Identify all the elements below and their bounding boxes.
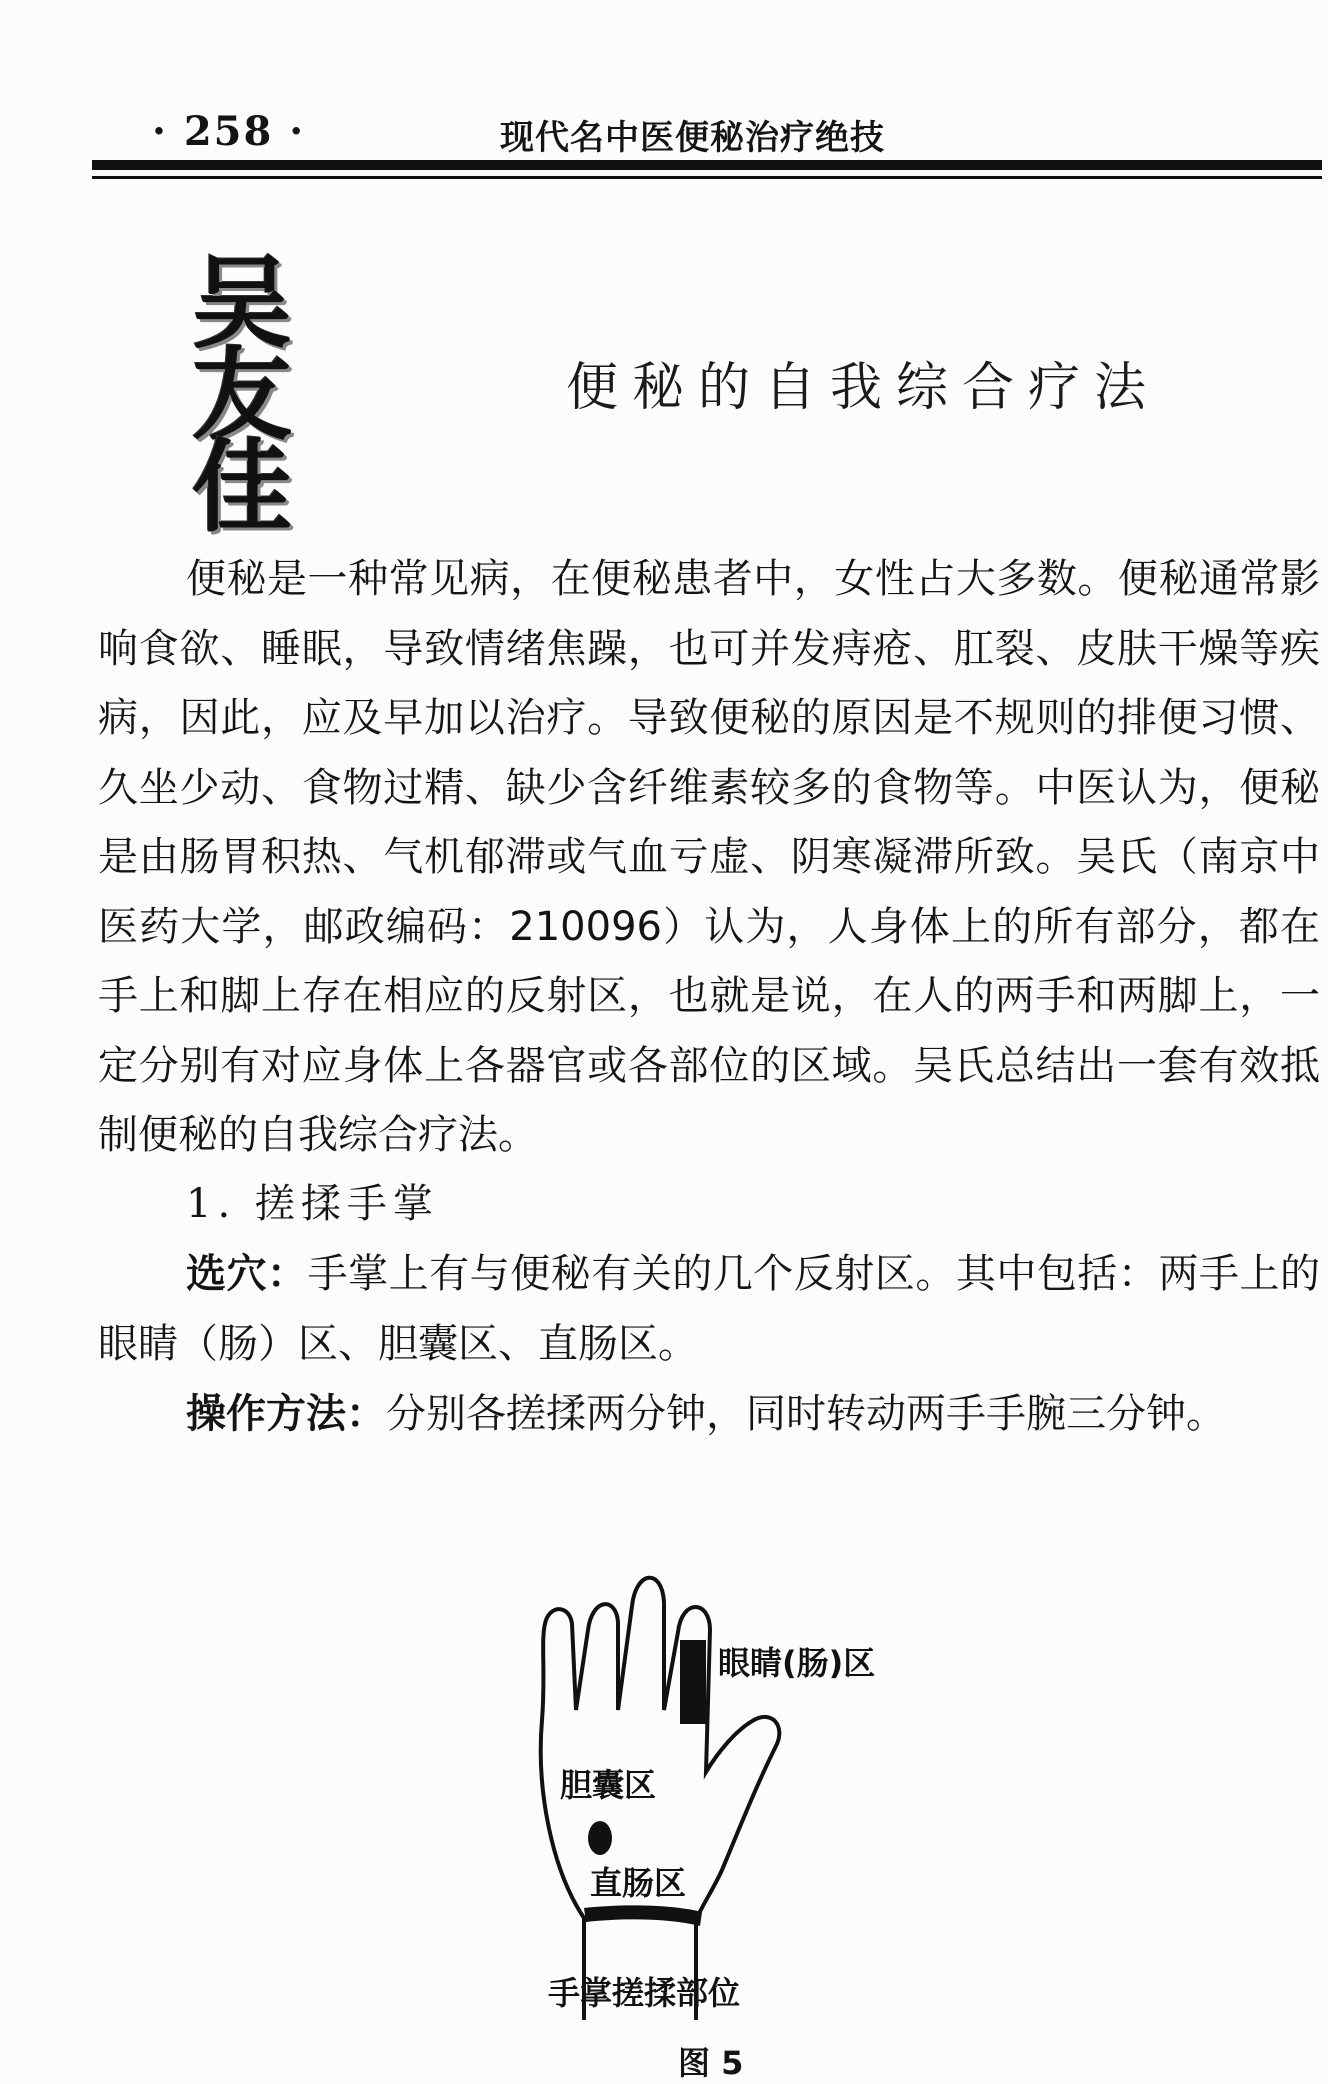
header-rule-thin: [92, 176, 1322, 179]
intro-paragraph: 便秘是一种常见病，在便秘患者中，女性占大多数。便秘通常影响食欲、睡眠，导致情绪焦躁，也可并发痔疮、肛裂、皮肤干燥等疾病，因此，应及早加以治疗。导致便秘的原因是不规则的排便习惯、久坐少动、食物过精、缺少含纤维素较多的食物等。中医认为，便秘是由肠胃积热、气机郁滞或气血亏虚、阴寒凝滞所致。吴氏（南京中医药大学，邮政编码：210096）认为，人身体上的所有部分，都在手上和脚上存在相应的反射区，也就是说，在人的两手和两脚上，一定分别有对应身体上各器官或各部位的区域。吴氏总结出一套有效抵制便秘的自我综合疗法。: [98, 556, 1320, 1158]
palm-rubbing-label: 手掌搓揉部位: [548, 1974, 741, 2012]
hand-figure: [500, 1520, 920, 2080]
method-label: 操作方法：: [186, 1391, 386, 1437]
section-heading: 1. 搓揉手掌: [186, 1181, 439, 1227]
eye-zone-label: 眼睛(肠)区: [718, 1644, 876, 1682]
author-name: 吴友佳: [192, 245, 288, 546]
point-selection-label: 选穴：: [186, 1251, 308, 1297]
figure-caption: 图 5: [678, 2044, 744, 2082]
running-header: [100, 108, 1315, 158]
gallbladder-zone-mark: [588, 1821, 612, 1855]
point-selection-paragraph: [98, 1240, 1320, 1379]
method-paragraph: [186, 1380, 1226, 1450]
rectum-zone-label: 直肠区: [590, 1864, 687, 1902]
eye-zone-mark: [680, 1640, 706, 1724]
rectum-zone-mark: [584, 1905, 702, 1926]
page-number: · 258 ·: [152, 108, 306, 155]
article-title: 便秘的自我综合疗法: [566, 358, 1161, 418]
header-rule-thick: [92, 160, 1322, 170]
book-title: 现代名中医便秘治疗绝技: [500, 118, 885, 158]
gallbladder-zone-label: 胆囊区: [560, 1766, 657, 1804]
method-text: 分别各搓揉两分钟，同时转动两手手腕三分钟。: [386, 1391, 1226, 1437]
point-selection-text: 手掌上有与便秘有关的几个反射区。其中包括：两手上的眼睛（肠）区、胆囊区、直肠区。: [98, 1251, 1321, 1367]
